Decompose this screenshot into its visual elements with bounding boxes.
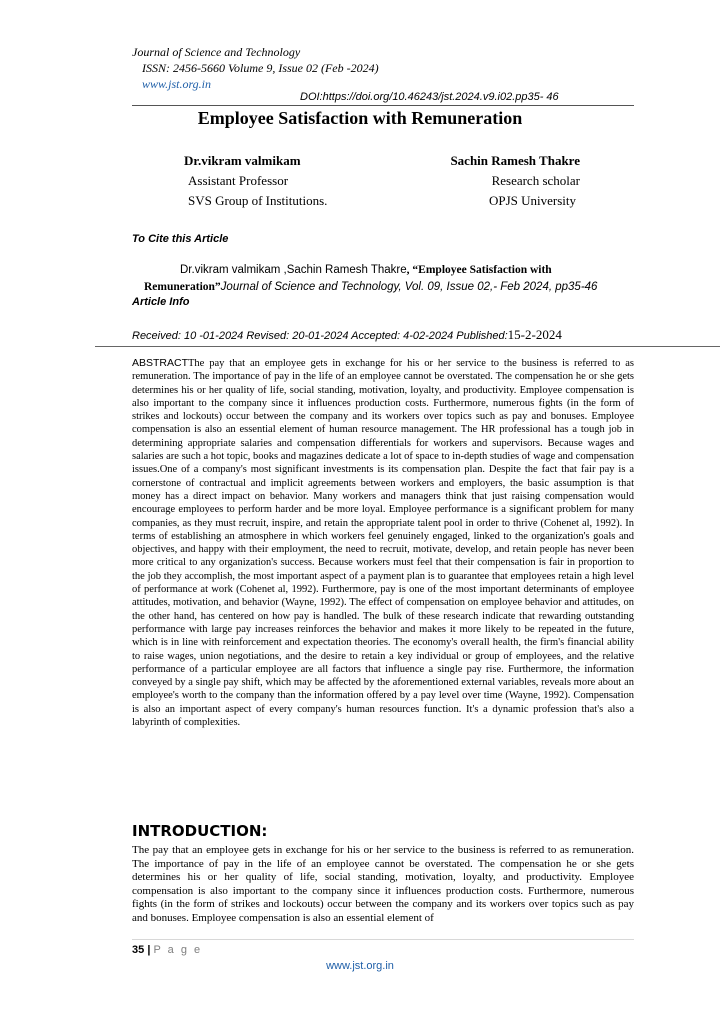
page-number-value: 35: [132, 944, 145, 956]
paper-title: Employee Satisfaction with Remuneration: [197, 108, 523, 128]
abstract-paragraph: [132, 357, 634, 729]
header-divider: [132, 105, 634, 106]
citation-title-part2: Remuneration”: [144, 281, 221, 293]
footer-divider: [132, 939, 634, 940]
author-2-affiliation: OPJS University: [488, 193, 576, 208]
author-1-block: [184, 151, 327, 211]
doi-line[interactable]: DOI:https://doi.org/10.46243/jst.2024.v9.i02.pp35- 46: [300, 91, 559, 103]
author-2-block: [400, 151, 580, 211]
citation-title-part1: , “Employee Satisfaction with: [406, 264, 552, 276]
page-separator: |: [147, 944, 151, 956]
author-1-position: Assistant Professor: [188, 173, 289, 188]
journal-name: Journal of Science and Technology: [132, 45, 301, 59]
page-label: P a g e: [153, 944, 203, 956]
journal-header: [132, 44, 379, 92]
citation-journal-ref: Journal of Science and Technology, Vol. 09, Issue 02,- Feb 2024, pp35-46: [220, 281, 598, 293]
issn-line: ISSN: 2456-5660 Volume 9, Issue 02 (Feb -2024): [142, 61, 379, 75]
published-date: 15-2-2024: [507, 327, 562, 342]
introduction-heading: INTRODUCTION:: [132, 822, 268, 840]
footer-website-link[interactable]: www.jst.org.in: [326, 960, 394, 972]
author-1-name: Dr.vikram valmikam: [184, 153, 301, 168]
journal-website-link[interactable]: www.jst.org.in: [142, 77, 212, 91]
section-divider: [95, 346, 720, 347]
citation-block: [132, 262, 632, 296]
page-number: [132, 944, 202, 956]
article-info-heading: Article Info: [132, 296, 190, 308]
author-2-name: Sachin Ramesh Thakre: [450, 153, 580, 168]
article-dates: [132, 327, 562, 343]
author-2-position: Research scholar: [491, 173, 580, 188]
dates-text: Received: 10 -01-2024 Revised: 20-01-2024 Accepted: 4-02-2024 Published:: [132, 330, 508, 342]
author-1-affiliation: SVS Group of Institutions.: [188, 193, 328, 208]
cite-heading: To Cite this Article: [132, 233, 229, 245]
citation-authors: Dr.vikram valmikam ,Sachin Ramesh Thakre: [180, 264, 407, 276]
introduction-paragraph: The pay that an employee gets in exchange for his or her service to the business is referred to as remuneration. The importance of pay in the life of an employee cannot be overstated. The compensation he or she gets determines his or her quality of life, social standing, motivation, loyalty, and productivity. Employee compensation is also important to the company since it influences production costs. Furthermore, numerous fights (in the form of strikes and lockouts) occur between the company and its workers over topics such as pay and bonuses. Employee compensation is also an essential element of: [132, 844, 634, 924]
abstract-text: The pay that an employee gets in exchange for his or her service to the business is referred to as remuneration. The importance of pay in the life of an employee cannot be overstated. The compensation he or she gets determines his or her quality of life, social standing, motivation, loyalty, and productivity. Employee compensation is also important to the company since it influences production costs. Furthermore, numerous fights (in the form of strikes and lockouts) occur between the company and its workers over topics such as pay and bonuses. Employee compensation is also an essential element of human resource management. The HR professional has a tough job in determining appropriate salaries and compensation differentials for workers and supervisors. Because wages and salaries are such a hot topic, books and magazines dedicate a lot of space to in-depth studies of wage and compensation issues.One of a company's most significant investments is its compensation plan. Despite the fact that fair pay is a cornerstone of contractual and implicit agreements between workers and employers, the basic assumption is that money has a direct impact on behavior. Many workers and managers think that just raising compensation would encourage employees to perform harder and be more loyal. Employee performance is a significant problem for many companies, as they must recruit, inspire, and retain the appropriate talent pool in order to thrive (Cohenet al, 1992). In terms of establishing an atmosphere in which workers feel genuinely engaged, linked to the organization's goals and objectives, and happy with their employment, the need to recruit, motivate, develop, and retain people has never been more critical to any organization's success. Because workers must feel that their compensation is fair in proportion to the job they accomplish, the most important aspect of a payment plan is to guarantee that employees retain a high level of performance at work (Cohenet al, 1992). Furthermore, pay is one of the most important determinants of employee attitudes, motivation, and behavior (Wayne, 1992). The effect of compensation on employee behavior and attitudes, on the other hand, has centered on how pay is handled. The bulk of these research indicate that rewarding outstanding performance with large pay increases reinforces the behavior and makes it more likely to be repeated in the future, which is in line with reinforcement and expectation theories. The economy's overall health, the firm's financial ability to raise wages, union negotiations, and the desire to retain a key individual or group of employees, and the relative performance of a particular employee are all factors that influence a single pay rise. Furthermore, the information conveyed by a single pay shift, which may be affected by the aforementioned external variables, reveals more about an employee's worth to the company than the information offered by a pay level over time (Wayne, 1992). Compensation is also an important aspect of every company's human resources function. It's a dynamic profession that's also a labyrinth of complexities.: [132, 358, 634, 729]
abstract-label: ABSTRACT: [132, 357, 189, 369]
